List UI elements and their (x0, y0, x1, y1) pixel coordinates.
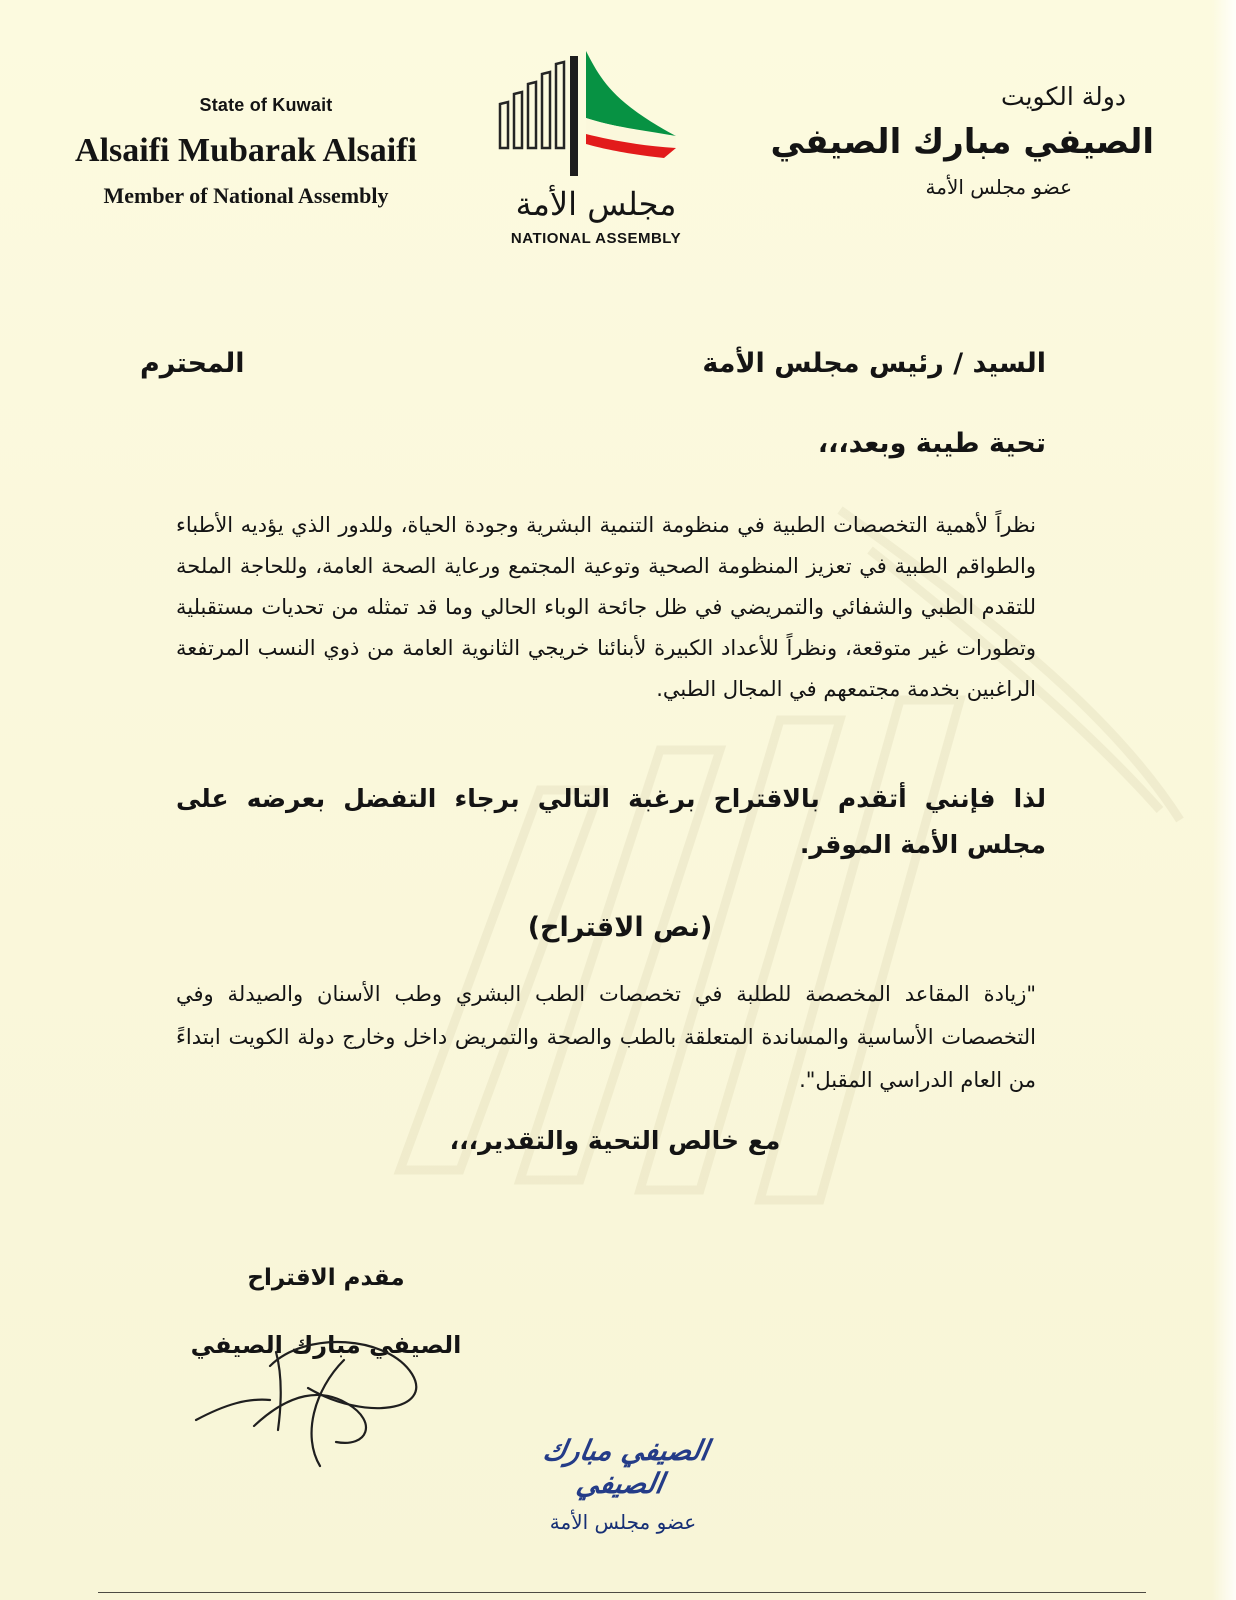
arabic-state-title: دولة الكويت (1001, 82, 1126, 111)
letter-body: نظراً لأهمية التخصصات الطبية في منظومة التنمية البشرية وجودة الحياة، وللدور الذي يؤديه الأطباء والطواقم الطبية في تعزيز المنظومة الصحية وتوعية المجتمع ورعاية الصحة العامة، وللحاجة الملحة للتقدم الطبي والشفائي والتمريضي في ظل جائحة الوباء الحالي وما قد تمثله من تحديات مستقبلية وتطورات غير متوقعة، ونظراً للأعداد الكبيرة لأبنائنا خريجي الثانوية العامة من ذوي النسب المرتفعة الراغبين بخدمة مجتمعهم في المجال الطبي. (176, 513, 1036, 701)
logo-english-wordmark: NATIONAL ASSEMBLY (510, 230, 682, 247)
footer-divider (98, 1592, 1146, 1593)
request-paragraph: لذا فإنني أتقدم بالاقتراح برغبة التالي برجاء التفضل بعرضه على مجلس الأمة الموقر. (176, 784, 1046, 859)
proposer-label: مقدم الاقتراح (247, 1265, 405, 1291)
english-member-role: Member of National Assembly (103, 183, 389, 209)
proposer-block (176, 1265, 476, 1359)
closing-line: مع خالص التحية والتقدير،،، (449, 1126, 781, 1155)
arabic-letterhead (734, 82, 1154, 199)
proposer-name: الصيفي مبارك الصيفي (190, 1331, 462, 1359)
arabic-member-role: عضو مجلس الأمة (925, 174, 1072, 199)
english-member-name: Alsaifi Mubarak Alsaifi (75, 132, 417, 169)
proposal-title: (نص الاقتراح) (527, 912, 713, 943)
national-assembly-logo (490, 36, 702, 266)
recipient-title: السيد / رئيس مجلس الأمة (702, 347, 1046, 379)
english-state-title: State of Kuwait (199, 95, 333, 115)
official-stamp (508, 1432, 738, 1534)
logo-arabic-wordmark: مجلس الأمة (515, 185, 677, 223)
english-letterhead (36, 95, 456, 209)
paper-edge (1212, 0, 1236, 1600)
greeting: تحية طيبة وبعد،،، (817, 428, 1046, 459)
national-assembly-logo-icon (490, 36, 702, 186)
stamp-role: عضو مجلس الأمة (549, 1510, 697, 1534)
arabic-member-name: الصيفي مبارك الصيفي (770, 122, 1154, 162)
stamp-name: الصيفي مبارك الصيفي (540, 1434, 712, 1500)
proposal-text: "زيادة المقاعد المخصصة للطلبة في تخصصات الطب البشري وطب الأسنان والصيدلة وفي التخصصات الأساسية والمساندة المتعلقة بالطب والصحة والتمريض داخل وخارج دولة الكويت ابتداءً من العام الدراسي المقبل". (176, 982, 1036, 1092)
recipient-respect: المحترم (140, 347, 245, 379)
recipient-line (140, 343, 1046, 383)
